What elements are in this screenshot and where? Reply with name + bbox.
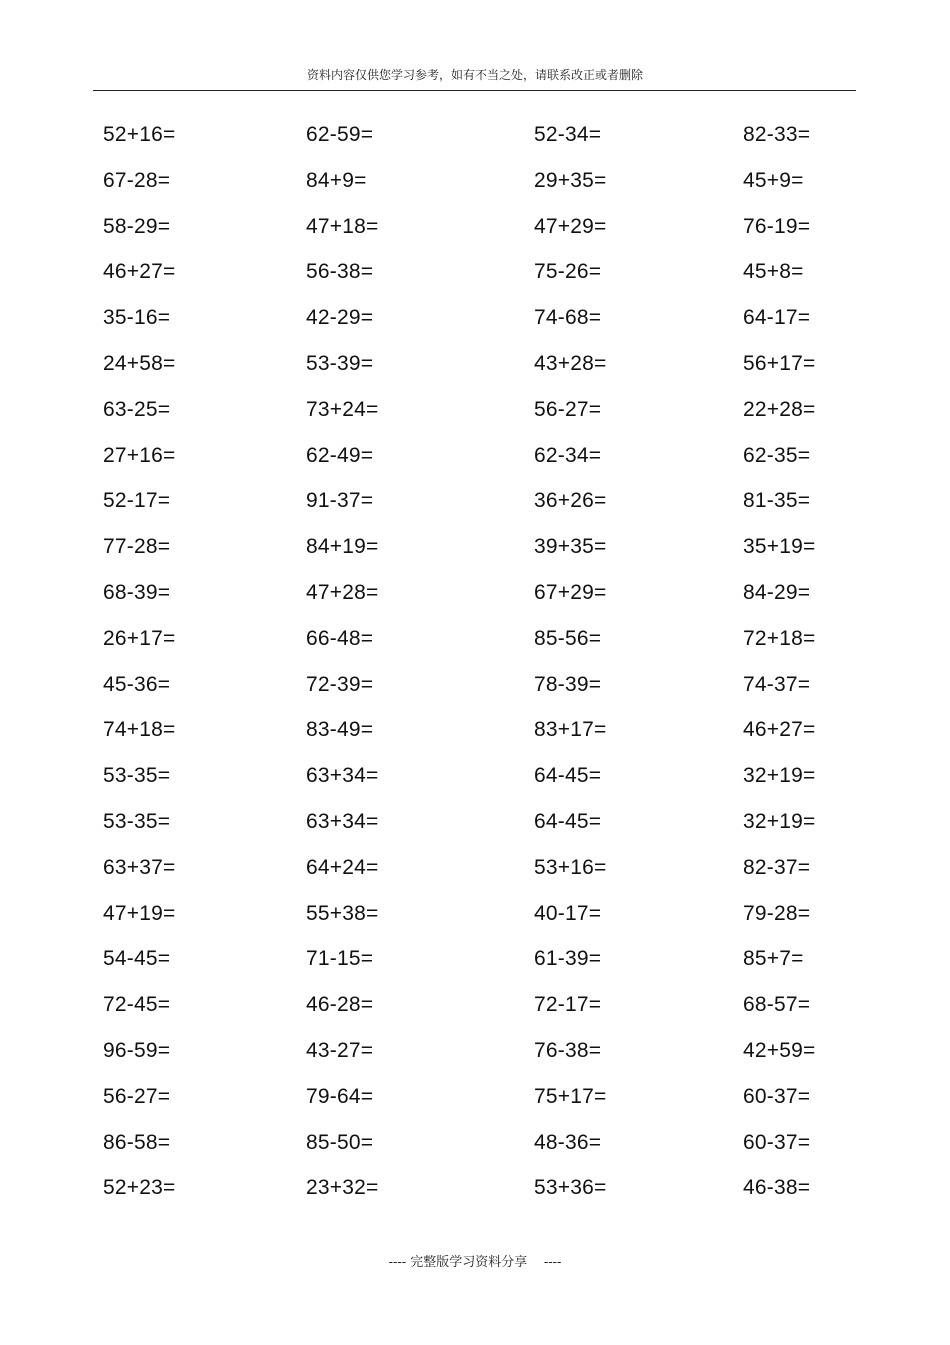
problem-row bbox=[0, 525, 950, 571]
problem-row bbox=[0, 1166, 950, 1212]
problem-item: 72-17= bbox=[534, 993, 602, 1017]
problem-item: 56-27= bbox=[534, 397, 602, 421]
problem-item: 47+18= bbox=[306, 214, 379, 238]
problem-item: 79-28= bbox=[743, 901, 811, 925]
problem-item: 72+18= bbox=[743, 626, 816, 650]
problem-item: 60-37= bbox=[743, 1130, 811, 1154]
problem-row bbox=[0, 708, 950, 754]
problem-row bbox=[0, 1029, 950, 1075]
problem-item: 73+24= bbox=[306, 397, 379, 421]
problem-row bbox=[0, 937, 950, 983]
problem-item: 77-28= bbox=[103, 535, 171, 559]
problem-item: 86-58= bbox=[103, 1130, 171, 1154]
problem-item: 62-34= bbox=[534, 443, 602, 467]
problem-item: 66-48= bbox=[306, 626, 374, 650]
problem-item: 62-59= bbox=[306, 123, 374, 146]
problem-item: 53-35= bbox=[103, 764, 171, 788]
problem-item: 74+18= bbox=[103, 718, 176, 742]
problem-item: 54-45= bbox=[103, 947, 171, 971]
problem-row bbox=[0, 663, 950, 709]
problem-item: 62-49= bbox=[306, 443, 374, 467]
problem-row bbox=[0, 800, 950, 846]
problem-item: 74-37= bbox=[743, 672, 811, 696]
problem-row bbox=[0, 846, 950, 892]
problem-item: 79-64= bbox=[306, 1084, 374, 1108]
problem-item: 71-15= bbox=[306, 947, 374, 971]
problem-item: 63+34= bbox=[306, 809, 379, 833]
problem-item: 23+32= bbox=[306, 1176, 379, 1200]
problem-item: 46-38= bbox=[743, 1176, 811, 1200]
header-rule bbox=[93, 90, 856, 91]
problem-item: 64-45= bbox=[534, 764, 602, 788]
problem-item: 60-37= bbox=[743, 1084, 811, 1108]
problem-item: 53-35= bbox=[103, 809, 171, 833]
problem-item: 85-56= bbox=[534, 626, 602, 650]
problem-item: 63+34= bbox=[306, 764, 379, 788]
problem-row bbox=[0, 342, 950, 388]
problem-item: 91-37= bbox=[306, 489, 374, 513]
problem-item: 52+23= bbox=[103, 1176, 176, 1200]
problem-item: 56+17= bbox=[743, 351, 816, 375]
problem-item: 83-49= bbox=[306, 718, 374, 742]
problem-item: 72-39= bbox=[306, 672, 374, 696]
problem-item: 83+17= bbox=[534, 718, 607, 742]
problem-item: 64-45= bbox=[534, 809, 602, 833]
problem-item: 26+17= bbox=[103, 626, 176, 650]
page-header: 资料内容仅供您学习参考，如有不当之处，请联系改正或者删除 bbox=[306, 68, 643, 82]
problem-item: 82-33= bbox=[743, 123, 811, 146]
problem-item: 47+28= bbox=[306, 580, 379, 604]
problem-item: 55+38= bbox=[306, 901, 379, 925]
problem-item: 46+27= bbox=[743, 718, 816, 742]
problem-item: 84+19= bbox=[306, 535, 379, 559]
problem-item: 53+16= bbox=[534, 855, 607, 879]
problem-row bbox=[0, 1121, 950, 1167]
problem-item: 81-35= bbox=[743, 489, 811, 513]
problem-item: 76-19= bbox=[743, 214, 811, 238]
problem-row bbox=[0, 388, 950, 434]
problem-item: 52+16= bbox=[103, 123, 176, 146]
problem-item: 27+16= bbox=[103, 443, 176, 467]
problem-item: 32+19= bbox=[743, 764, 816, 788]
problem-item: 53+36= bbox=[534, 1176, 607, 1200]
problem-item: 35-16= bbox=[103, 306, 171, 330]
problem-item: 46+27= bbox=[103, 260, 176, 284]
problem-item: 64+24= bbox=[306, 855, 379, 879]
problem-item: 43+28= bbox=[534, 351, 607, 375]
problem-item: 22+28= bbox=[743, 397, 816, 421]
problem-row bbox=[0, 159, 950, 205]
problem-item: 52-34= bbox=[534, 123, 602, 146]
problem-row bbox=[0, 617, 950, 663]
problem-item: 45+8= bbox=[743, 260, 804, 284]
problem-row bbox=[0, 113, 950, 159]
problem-item: 85+7= bbox=[743, 947, 804, 971]
problem-item: 52-17= bbox=[103, 489, 171, 513]
problem-item: 42+59= bbox=[743, 1038, 816, 1062]
problem-item: 56-38= bbox=[306, 260, 374, 284]
problem-item: 68-57= bbox=[743, 993, 811, 1017]
problem-item: 63+37= bbox=[103, 855, 176, 879]
problem-item: 84+9= bbox=[306, 168, 367, 192]
problem-item: 68-39= bbox=[103, 580, 171, 604]
problem-item: 78-39= bbox=[534, 672, 602, 696]
problem-row bbox=[0, 571, 950, 617]
problem-item: 32+19= bbox=[743, 809, 816, 833]
problem-item: 36+26= bbox=[534, 489, 607, 513]
problem-item: 96-59= bbox=[103, 1038, 171, 1062]
problem-row bbox=[0, 983, 950, 1029]
problem-row bbox=[0, 754, 950, 800]
problem-item: 53-39= bbox=[306, 351, 374, 375]
problem-item: 45-36= bbox=[103, 672, 171, 696]
problem-item: 63-25= bbox=[103, 397, 171, 421]
problem-item: 40-17= bbox=[534, 901, 602, 925]
problem-row bbox=[0, 1075, 950, 1121]
problem-item: 75-26= bbox=[534, 260, 602, 284]
problem-item: 24+58= bbox=[103, 351, 176, 375]
problem-item: 39+35= bbox=[534, 535, 607, 559]
problem-row bbox=[0, 205, 950, 251]
problem-item: 74-68= bbox=[534, 306, 602, 330]
problem-row bbox=[0, 479, 950, 525]
problem-item: 85-50= bbox=[306, 1130, 374, 1154]
problem-row bbox=[0, 434, 950, 480]
problem-grid bbox=[0, 113, 950, 1212]
problem-item: 48-36= bbox=[534, 1130, 602, 1154]
problem-item: 29+35= bbox=[534, 168, 607, 192]
problem-item: 56-27= bbox=[103, 1084, 171, 1108]
problem-row bbox=[0, 250, 950, 296]
problem-item: 75+17= bbox=[534, 1084, 607, 1108]
problem-item: 43-27= bbox=[306, 1038, 374, 1062]
problem-item: 42-29= bbox=[306, 306, 374, 330]
problem-item: 67-28= bbox=[103, 168, 171, 192]
problem-item: 35+19= bbox=[743, 535, 816, 559]
problem-row bbox=[0, 296, 950, 342]
problem-item: 84-29= bbox=[743, 580, 811, 604]
problem-item: 62-35= bbox=[743, 443, 811, 467]
problem-item: 58-29= bbox=[103, 214, 171, 238]
problem-item: 47+19= bbox=[103, 901, 176, 925]
problem-item: 61-39= bbox=[534, 947, 602, 971]
problem-item: 76-38= bbox=[534, 1038, 602, 1062]
problem-item: 72-45= bbox=[103, 993, 171, 1017]
problem-item: 64-17= bbox=[743, 306, 811, 330]
problem-item: 67+29= bbox=[534, 580, 607, 604]
problem-item: 45+9= bbox=[743, 168, 804, 192]
problem-item: 82-37= bbox=[743, 855, 811, 879]
footer-text: ---- 完整版学习资料分享 ---- bbox=[388, 1255, 562, 1270]
problem-item: 47+29= bbox=[534, 214, 607, 238]
problem-item: 46-28= bbox=[306, 993, 374, 1017]
page-footer bbox=[0, 1251, 950, 1270]
problem-row bbox=[0, 892, 950, 938]
